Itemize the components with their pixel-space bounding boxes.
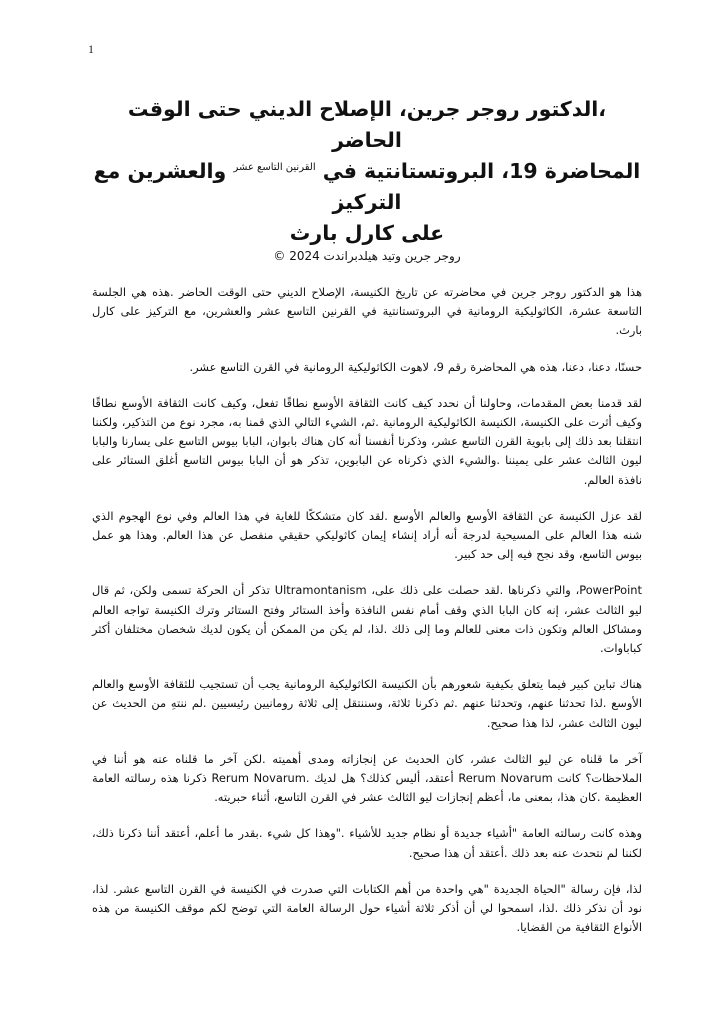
title-line-2 — [94, 159, 641, 214]
paragraph: حسنًا، دعنا، دعنا، هذه هي المحاضرة رقم 9، لاهوت الكاثوليكية الرومانية في القرن التاسع عشر. — [189, 359, 642, 374]
paragraph: PowerPoint، والتي ذكرناها .لقد حصلت على ذلك على، Ultramontanism تذكر أن الحركة تسمى ولكن، ثم قال ليو الثالث عشر، إنه كان البابا الذي وقف أمام نفس النافذة وأخذ الستائر وفتح الستائر وترك الكنيسة تواجه العالم ومشاكل العالم وتكون ذات معنى للعالم وما إلى ذلك .لذا، لم يكن من الممكن أن يكون لديك شخصان مختلفان أكثر كباباوات. — [92, 583, 642, 656]
title-line-1: ،الدكتور روجر جرين، الإصلاح الديني حتى الوقت الحاضر — [127, 97, 607, 152]
paragraph: وهذه كانت رسالته العامة "أشياء جديدة أو نظام جديد للأشياء ."وهذا كل شيء .بقدر ما أعلم، أعتقد أننا ذكرنا ذلك، لكننا لم نتحدث عنه بعد ذلك .أعتقد أن هذا صحيح. — [92, 826, 642, 860]
paragraph: آخر ما قلناه عن ليو الثالث عشر، كان الحديث عن إنجازاته ومدى أهميته .لكن آخر ما قلناه عنه هو أننا في الملاحظات؟ كانت Rerum Novarum أعتقد، أليس كذلك؟ هل لديك .Rerum Novarum ذكرنا هذه رسالته العامة العظيمة .كان هذا، بمعنى ما، أعظم إنجازات ليو الثالث عشر في القرن التاسع، أثناء حبريته. — [92, 751, 642, 805]
document-body — [92, 94, 642, 954]
paragraph: هناك تباين كبير فيما يتعلق بكيفية شعورهم بأن الكنيسة الكاثوليكية الرومانية يجب أن تستجيب للثقافة الأوسع والعالم الأوسع .لذا تحدثنا عنهم، وتحدثنا عنهم .ثم ذكرنا ثلاثة، وسننتقل إلى ثلاثة رومانيين رئيسيين .لم ننتهِ من الحديث عن ليون الثالث عشر، لذا هذا صحيح. — [92, 677, 642, 730]
title-line-2-end: والعشرين مع التركيز — [93, 159, 402, 214]
copyright-byline: روجر جرين وتيد هيلدبراندت 2024 © — [273, 249, 461, 263]
document-title — [92, 94, 642, 249]
title-line-3: على كارل بارث — [289, 221, 445, 245]
paragraph: هذا هو الدكتور روجر جرين في محاضرته عن تاريخ الكنيسة، الإصلاح الديني حتى الوقت الحاضر .هذه هي الجلسة التاسعة عشرة، الكاثوليكية الرومانية في البروتستانتية في القرنين التاسع عشر والعشرين، مع التركيز على كارل بارث. — [92, 285, 642, 338]
title-superscript: القرنين التاسع عشر — [233, 162, 316, 174]
paragraph: لقد عزل الكنيسة عن الثقافة الأوسع والعالم الأوسع .لقد كان متشككًا للغاية في هذا العالم وفي نوع الهجوم الذي شنه هذا العالم على المسيحية لدرجة أنه أراد إنشاء إيمان كاثوليكي حقيقي منفصل عن هذا العالم. وهذا هو عمل بيوس التاسع، وقد نجح فيه إلى حد كبير. — [92, 508, 642, 562]
paragraph: لقد قدمنا بعض المقدمات، وحاولنا أن نحدد كيف كانت الثقافة الأوسع نطاقًا تفعل، وكيف كانت الثقافة الأوسع نطاقًا وكيف أثرت على الكنيسة، الكنيسة الكاثوليكية الرومانية .ثم، الشيء التالي الذي قمنا به، مجرد نوع من التذكير، ولكننا انتقلنا بعد ذلك إلى بابوية القرن التاسع عشر، وذكرنا أنفسنا أنه كان هناك بابوان، البابا بيوس التاسع على يسارنا والبابا ليون الثالث عشر على يميننا .والشيء الذي ذكرناه عن البابوين، تذكر هو أن البابا بيوس التاسع أغلق الستائر على نافذة العالم. — [92, 395, 642, 487]
title-line-2-main: المحاضرة 19، البروتستانتية في — [322, 159, 641, 183]
paragraph: لذا، فإن رسالة "الحياة الجديدة "هي واحدة من أهم الكتابات التي صدرت في الكنيسة في القرن التاسع عشر. لذا، نود أن نذكر ذلك .لذا، اسمحوا لي أن أذكر ثلاثة أشياء حول الرسالة العامة التي توضح لكم موقف الكنيسة من هذه الأنواع الثقافية من القضايا. — [92, 881, 642, 935]
page-number: 1 — [88, 42, 94, 56]
